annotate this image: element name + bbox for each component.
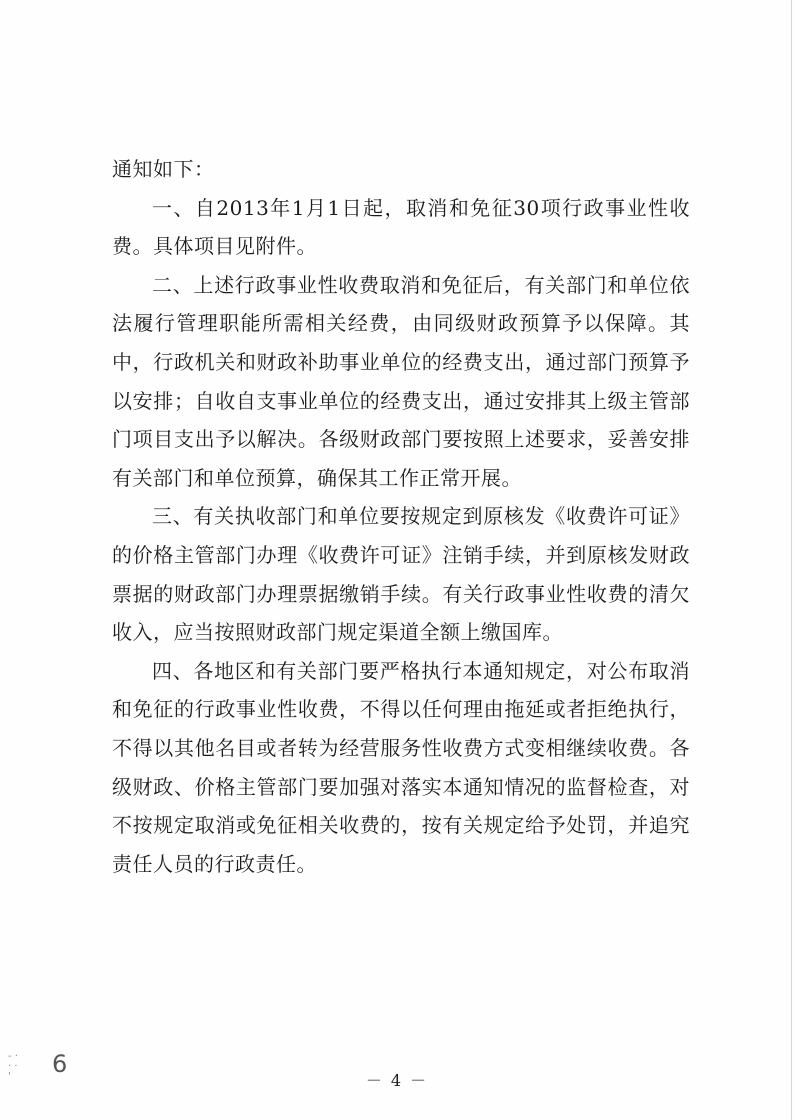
paragraph-intro: 通知如下： xyxy=(112,157,215,181)
paragraph-item-1: 一、自2013年1月1日起，取消和免征30项行政事业性收费。具体项目见附件。 xyxy=(112,195,690,259)
scan-artifact-mark: 6 xyxy=(52,1050,68,1078)
paragraph-item-3: 三、有关执收部门和单位要按规定到原核发《收费许可证》的价格主管部门办理《收费许可证》注销手续，并到原核发财政票据的财政部门办理票据缴销手续。有关行政事业性收费的清欠收入，应当按照财政部门规定渠道全额上缴国库。 xyxy=(112,504,690,645)
paragraph-item-4: 四、各地区和有关部门要严格执行本通知规定，对公布取消和免征的行政事业性收费，不得以任何理由拖延或者拒绝执行，不得以其他名目或者转为经营服务性收费方式变相继续收费。各级财政、价格主管部门要加强对落实本通知情况的监督检查，对不按规定取消或免征相关收费的，按有关规定给予处罚，并追究责任人员的行政责任。 xyxy=(112,658,690,876)
page-edge-line xyxy=(791,0,792,1120)
page-number: － 4 － xyxy=(365,1071,429,1090)
document-body xyxy=(112,150,690,883)
scan-artifact-dots: - · · · ' xyxy=(8,1051,18,1082)
paragraph-item-2: 二、上述行政事业性收费取消和免征后，有关部门和单位依法履行管理职能所需相关经费，由同级财政预算予以保障。其中，行政机关和财政补助事业单位的经费支出，通过部门预算予以安排；自收自支事业单位的经费支出，通过安排其上级主管部门项目支出予以解决。各级财政部门要按照上述要求，妥善安排有关部门和单位预算，确保其工作正常开展。 xyxy=(112,272,690,490)
